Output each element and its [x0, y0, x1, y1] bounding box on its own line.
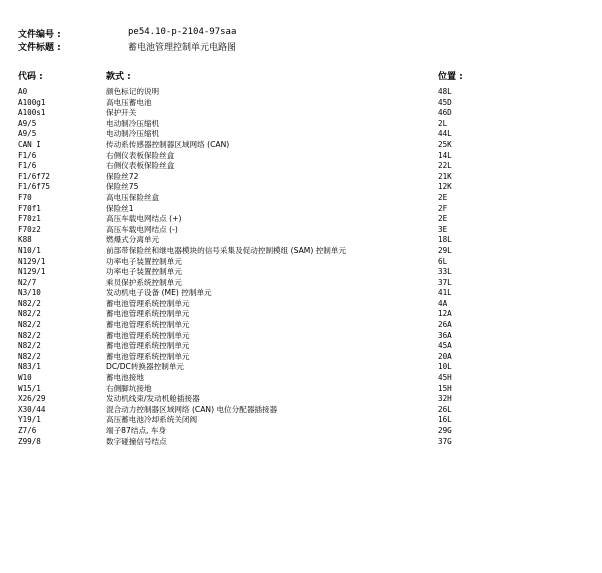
- component-location: 37L: [438, 277, 452, 287]
- table-row: [0, 172, 602, 183]
- component-location: 44L: [438, 129, 452, 139]
- component-code: F1/6f75: [18, 182, 51, 192]
- component-code: N82/2: [18, 309, 41, 319]
- component-description: 燃爆式分离单元: [106, 235, 160, 245]
- component-description: 蓄电池管理系统控制单元: [106, 341, 190, 351]
- component-code: A9/5: [18, 129, 37, 139]
- component-location: 33L: [438, 267, 452, 277]
- component-description: 高压蓄电池冷却系统关闭阀: [106, 415, 198, 425]
- component-location: 12K: [438, 182, 452, 192]
- table-row: [0, 119, 602, 130]
- component-description: 蓄电池管理系统控制单元: [106, 320, 190, 330]
- table-row: [0, 415, 602, 426]
- component-location: 45D: [438, 97, 452, 107]
- component-code: X26/29: [18, 394, 46, 404]
- component-description: 蓄电池管理系统控制单元: [106, 330, 190, 340]
- component-location: 41L: [438, 288, 452, 298]
- component-location: 2E: [438, 214, 448, 224]
- column-header-location: 位置 :: [438, 72, 463, 82]
- component-code: N82/2: [18, 330, 41, 340]
- component-description: 前部带保险丝和继电器模块的信号采集及促动控制模组 (SAM) 控制单元: [106, 245, 347, 255]
- component-description: 高电压保险丝盒: [106, 192, 160, 202]
- component-code: N82/2: [18, 351, 41, 361]
- table-row: [0, 331, 602, 342]
- component-description: 保险丝72: [106, 171, 139, 181]
- component-description: 高压车载电网结点 (-): [106, 224, 178, 234]
- component-location: 29G: [438, 426, 452, 435]
- document-title-value: 蓄电池管理控制单元电路图: [128, 43, 237, 53]
- component-description: 高电压蓄电池: [106, 97, 152, 107]
- table-row: [0, 437, 602, 448]
- component-code: F70z1: [18, 214, 41, 224]
- component-location: 20A: [438, 351, 452, 361]
- component-location: 18L: [438, 235, 452, 245]
- table-row: [0, 384, 602, 395]
- component-location: 45H: [438, 373, 452, 383]
- table-row: [0, 193, 602, 204]
- table-row: [0, 140, 602, 151]
- component-location: 16L: [438, 415, 452, 425]
- column-header-code: 代码 :: [18, 72, 43, 82]
- table-row: [0, 373, 602, 384]
- table-row: [0, 405, 602, 416]
- table-row: [0, 98, 602, 109]
- component-description: 保险丝75: [106, 182, 139, 192]
- component-code: F70z2: [18, 224, 41, 234]
- component-location: 48L: [438, 87, 452, 96]
- component-description: DC/DC转换器控制单元: [106, 362, 185, 372]
- component-code: Z99/8: [18, 436, 41, 446]
- component-code: A100s1: [18, 108, 46, 118]
- table-row: [0, 320, 602, 331]
- table-row: [0, 151, 602, 162]
- component-location: 15H: [438, 383, 452, 393]
- component-location: 26L: [438, 404, 452, 414]
- component-location: 26A: [438, 320, 452, 330]
- table-row: [0, 267, 602, 278]
- component-description: 颜色标记的说明: [106, 87, 160, 96]
- component-code: N129/1: [18, 256, 46, 266]
- table-row: [0, 299, 602, 310]
- component-location: 6L: [438, 256, 448, 266]
- table-row: [0, 309, 602, 320]
- component-code: Y19/1: [18, 415, 41, 425]
- table-row: [0, 161, 602, 172]
- component-code: K88: [18, 235, 32, 245]
- component-description: 乘员保护系统控制单元: [106, 277, 182, 287]
- component-description: 右侧仪表板保险丝盒: [106, 161, 175, 171]
- table-row: [0, 278, 602, 289]
- component-description: 右侧仪表板保险丝盒: [106, 150, 175, 160]
- component-code: CAN I: [18, 139, 41, 149]
- table-row: [0, 214, 602, 225]
- component-location: 12A: [438, 309, 452, 319]
- component-location: 25K: [438, 139, 452, 149]
- component-code: W15/1: [18, 383, 41, 393]
- component-description: 电动制冷压缩机: [106, 129, 160, 139]
- table-row: [0, 87, 602, 98]
- document-number-label: 文件编号 :: [18, 30, 61, 40]
- component-code: N82/2: [18, 341, 41, 351]
- table-row: [0, 341, 602, 352]
- component-code: F70f1: [18, 203, 41, 213]
- table-row: [0, 204, 602, 215]
- component-description: 发动机电子设备 (ME) 控制单元: [106, 288, 212, 298]
- component-location: 21K: [438, 171, 452, 181]
- table-row: [0, 394, 602, 405]
- table-row: [0, 288, 602, 299]
- component-location: 29L: [438, 245, 452, 255]
- component-code: F70: [18, 192, 32, 202]
- component-location: 45A: [438, 341, 452, 351]
- component-location: 4A: [438, 298, 448, 308]
- component-code: N10/1: [18, 245, 41, 255]
- component-code: A100g1: [18, 97, 46, 107]
- component-description: 高压车载电网结点 (+): [106, 214, 182, 224]
- table-row: [0, 129, 602, 140]
- component-location: 36A: [438, 330, 452, 340]
- table-row: [0, 257, 602, 268]
- component-description: 端子87结点, 车身: [106, 426, 167, 435]
- component-location: 46D: [438, 108, 452, 118]
- component-location: 10L: [438, 362, 452, 372]
- component-code: A0: [18, 87, 28, 96]
- component-description: 传动系传感器控制器区域网络 (CAN): [106, 139, 230, 149]
- document-number-value: pe54.10-p-2104-97saa: [128, 27, 237, 37]
- table-row: [0, 426, 602, 437]
- component-description: 保险丝1: [106, 203, 134, 213]
- component-code: A9/5: [18, 118, 37, 128]
- table-row: [0, 362, 602, 373]
- component-description: 数字碰撞信号结点: [106, 436, 167, 446]
- component-description: 保护开关: [106, 108, 137, 118]
- component-location: 2F: [438, 203, 448, 213]
- component-description: 蓄电池管理系统控制单元: [106, 309, 190, 319]
- component-location: 22L: [438, 161, 452, 171]
- component-description: 右侧脚坑接地: [106, 383, 152, 393]
- component-description: 功率电子装置控制单元: [106, 256, 182, 266]
- table-row: [0, 225, 602, 236]
- component-description: 功率电子装置控制单元: [106, 267, 182, 277]
- component-description: 蓄电池接地: [106, 373, 144, 383]
- component-description: 混合动力控制器区域网络 (CAN) 电位分配器插接器: [106, 404, 278, 414]
- table-row: [0, 182, 602, 193]
- component-code: N2/7: [18, 277, 37, 287]
- component-list: [0, 87, 602, 447]
- component-code: N82/2: [18, 298, 41, 308]
- component-description: 蓄电池管理系统控制单元: [106, 298, 190, 308]
- component-code: F1/6f72: [18, 171, 51, 181]
- component-location: 3E: [438, 224, 448, 234]
- component-description: 蓄电池管理系统控制单元: [106, 351, 190, 361]
- component-location: 32H: [438, 394, 452, 404]
- component-code: N83/1: [18, 362, 41, 372]
- component-code: N129/1: [18, 267, 46, 277]
- component-code: X30/44: [18, 404, 46, 414]
- component-code: Z7/6: [18, 426, 37, 435]
- component-code: F1/6: [18, 150, 37, 160]
- document-title-label: 文件标题 :: [18, 43, 61, 53]
- table-row: [0, 235, 602, 246]
- component-location: 14L: [438, 150, 452, 160]
- table-row: [0, 246, 602, 257]
- column-header-description: 款式 :: [106, 72, 131, 82]
- table-row: [0, 352, 602, 363]
- component-description: 发动机线束/发动机舱插接器: [106, 394, 200, 404]
- component-code: N82/2: [18, 320, 41, 330]
- component-code: W10: [18, 373, 32, 383]
- table-row: [0, 108, 602, 119]
- component-code: F1/6: [18, 161, 37, 171]
- component-location: 2E: [438, 192, 448, 202]
- component-description: 电动制冷压缩机: [106, 118, 160, 128]
- component-location: 2L: [438, 118, 448, 128]
- component-code: N3/10: [18, 288, 41, 298]
- component-location: 37G: [438, 436, 452, 446]
